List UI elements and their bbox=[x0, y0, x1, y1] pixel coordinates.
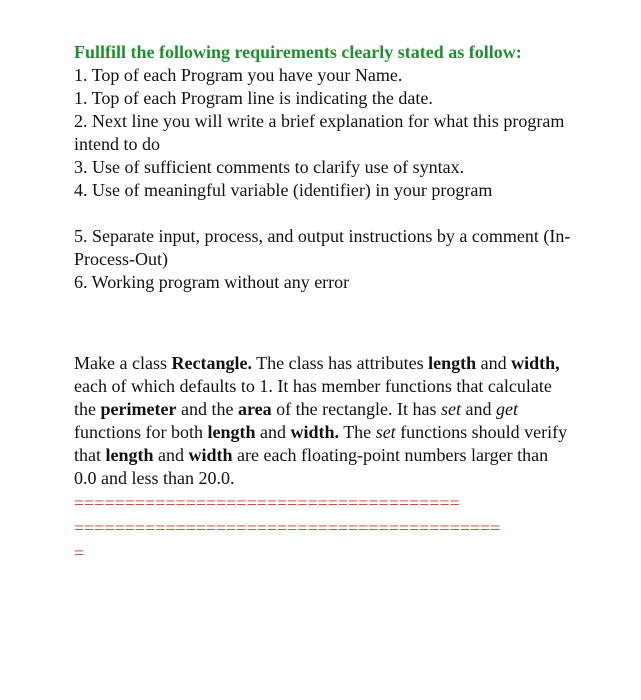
bold-term: length bbox=[428, 353, 477, 373]
bold-term: perimeter bbox=[100, 399, 177, 419]
requirement-item: 5. Separate input, process, and output instructions by a comment (In-Process-Out) bbox=[74, 226, 571, 269]
description-text: functions should verify that bbox=[74, 422, 568, 465]
separator-line: = bbox=[74, 543, 85, 563]
description-text: are each floating-point numbers larger than 0.0 and less than 20.0. bbox=[74, 445, 549, 488]
requirement-item: 1. Top of each Program you have your Name. bbox=[74, 65, 403, 85]
separator-line: ====================================== bbox=[74, 493, 460, 513]
requirement-item: 2. Next line you will write a brief explanation for what this program intend to do bbox=[74, 111, 565, 154]
bold-term: length bbox=[207, 422, 256, 442]
description-text: of the rectangle. It has bbox=[271, 399, 442, 419]
description-text: The class has attributes bbox=[251, 353, 429, 373]
bold-term: width bbox=[188, 445, 233, 465]
bold-term: width. bbox=[290, 422, 340, 442]
requirement-item: 4. Use of meaningful variable (identifier) in your program bbox=[74, 180, 493, 200]
bold-term: Rectangle. bbox=[171, 353, 252, 373]
italic-term: set bbox=[441, 399, 462, 419]
document-body bbox=[74, 41, 594, 564]
italic-term: get bbox=[496, 399, 519, 419]
blank-space bbox=[74, 294, 594, 352]
description-text: and bbox=[153, 445, 189, 465]
description-text: and the bbox=[176, 399, 238, 419]
separator-line: ========================================== bbox=[74, 518, 501, 538]
description-text: each of which defaults to 1. It has member functions that calculate the bbox=[74, 376, 552, 419]
description-text: functions for both bbox=[74, 422, 208, 442]
bold-term: length bbox=[105, 445, 154, 465]
requirements-heading: Fullfill the following requirements clearly stated as follow: bbox=[74, 42, 522, 62]
description-text: and bbox=[461, 399, 497, 419]
requirement-item: 3. Use of sufficient comments to clarify use of syntax. bbox=[74, 157, 465, 177]
description-text: Make a class bbox=[74, 353, 172, 373]
requirement-item: 6. Working program without any error bbox=[74, 272, 350, 292]
description-text: The bbox=[339, 422, 376, 442]
italic-term: set bbox=[375, 422, 396, 442]
blank-line bbox=[74, 202, 594, 225]
requirement-item: 1. Top of each Program line is indicating the date. bbox=[74, 88, 433, 108]
description-text: and bbox=[476, 353, 512, 373]
description-text: and bbox=[255, 422, 291, 442]
task-description bbox=[74, 352, 574, 490]
bold-term: width, bbox=[511, 353, 560, 373]
bold-term: area bbox=[237, 399, 272, 419]
